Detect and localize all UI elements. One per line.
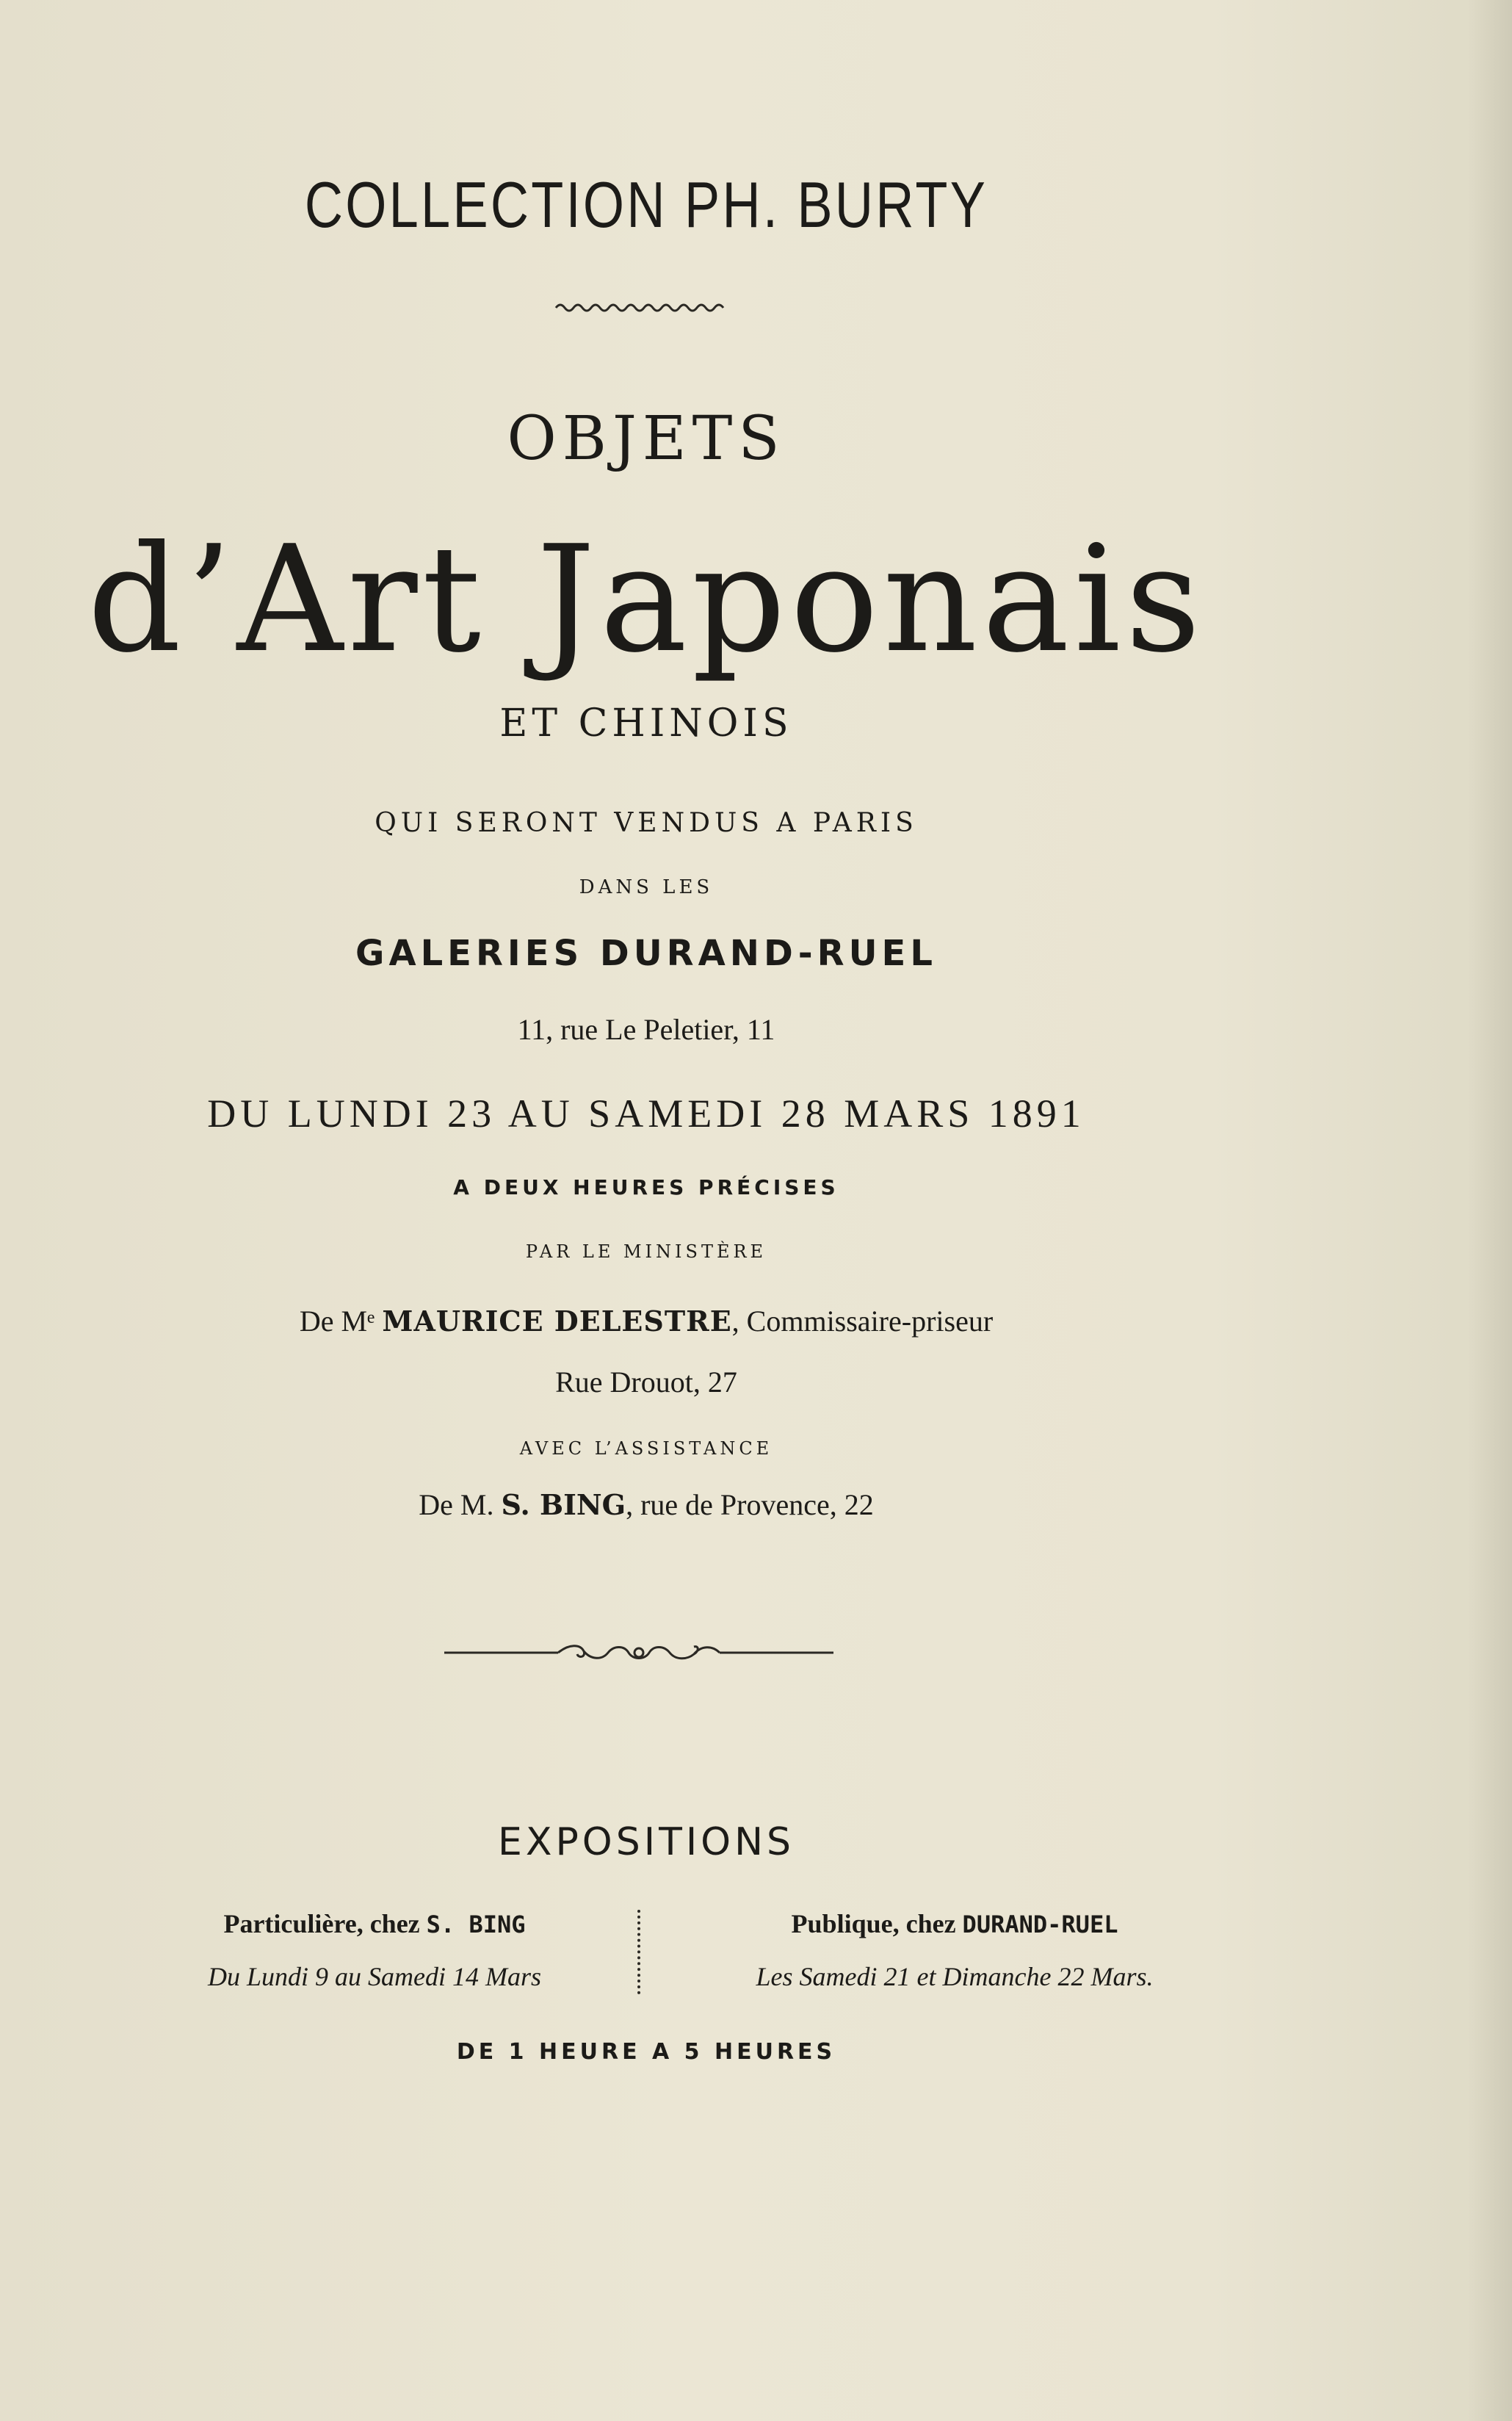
exposition-particuliere-dates: Du Lundi 9 au Samedi 14 Mars <box>207 1962 541 1991</box>
collection-heading: COLLECTION PH. BURTY <box>304 168 988 241</box>
page-edge-shadow <box>1468 0 1512 2421</box>
dotted-column-divider <box>637 1910 640 1994</box>
exposition-particuliere-name: S. BING <box>426 1911 526 1938</box>
exposition-particuliere <box>147 1908 602 1992</box>
exposition-particuliere-heading <box>147 1908 602 1961</box>
auctioneer-line <box>0 1304 1292 1338</box>
assistance-label: AVEC L’ASSISTANCE <box>519 1438 773 1459</box>
expert-address: , rue de Provence, 22 <box>626 1488 874 1521</box>
scroll-ornament-divider <box>441 1638 837 1667</box>
title-et-chinois: ET CHINOIS <box>499 701 793 746</box>
auctioneer-address: Rue Drouot, 27 <box>555 1365 737 1399</box>
exposition-publique <box>646 1908 1263 1992</box>
gallery-address: 11, rue Le Peletier, 11 <box>517 1013 775 1046</box>
sale-dates: DU LUNDI 23 AU SAMEDI 28 MARS 1891 <box>207 1092 1085 1136</box>
sale-location-line: QUI SERONT VENDUS A PARIS <box>375 808 918 838</box>
expert-name: S. BING <box>501 1488 626 1521</box>
expert-prefix: De M. <box>419 1488 502 1521</box>
sale-time: A DEUX HEURES PRÉCISES <box>453 1175 839 1199</box>
gallery-name: GALERIES DURAND-RUEL <box>355 933 937 974</box>
exposition-hours: DE 1 HEURE A 5 HEURES <box>456 2039 836 2065</box>
exposition-publique-heading <box>646 1908 1263 1961</box>
exposition-publique-dates: Les Samedi 21 et Dimanche 22 Mars. <box>756 1962 1154 1991</box>
auctioneer-name: MAURICE DELESTRE <box>382 1305 732 1338</box>
title-objets: OBJETS <box>507 404 786 474</box>
exposition-publique-name: DURAND-RUEL <box>962 1911 1118 1938</box>
auctioneer-prefix: De Mᵉ <box>299 1305 383 1338</box>
expositions-heading: EXPOSITIONS <box>497 1820 795 1864</box>
dans-les-line: DANS LES <box>579 876 714 898</box>
wavy-rule-ornament <box>554 300 731 316</box>
page-title: d’Art Japonais <box>87 514 1206 685</box>
exposition-particuliere-prefix: Particulière, chez <box>223 1909 427 1938</box>
ministere-label: PAR LE MINISTÈRE <box>525 1241 767 1262</box>
expert-line <box>0 1487 1292 1522</box>
exposition-publique-prefix: Publique, chez <box>791 1909 963 1938</box>
auctioneer-role: , Commissaire-priseur <box>731 1305 994 1338</box>
